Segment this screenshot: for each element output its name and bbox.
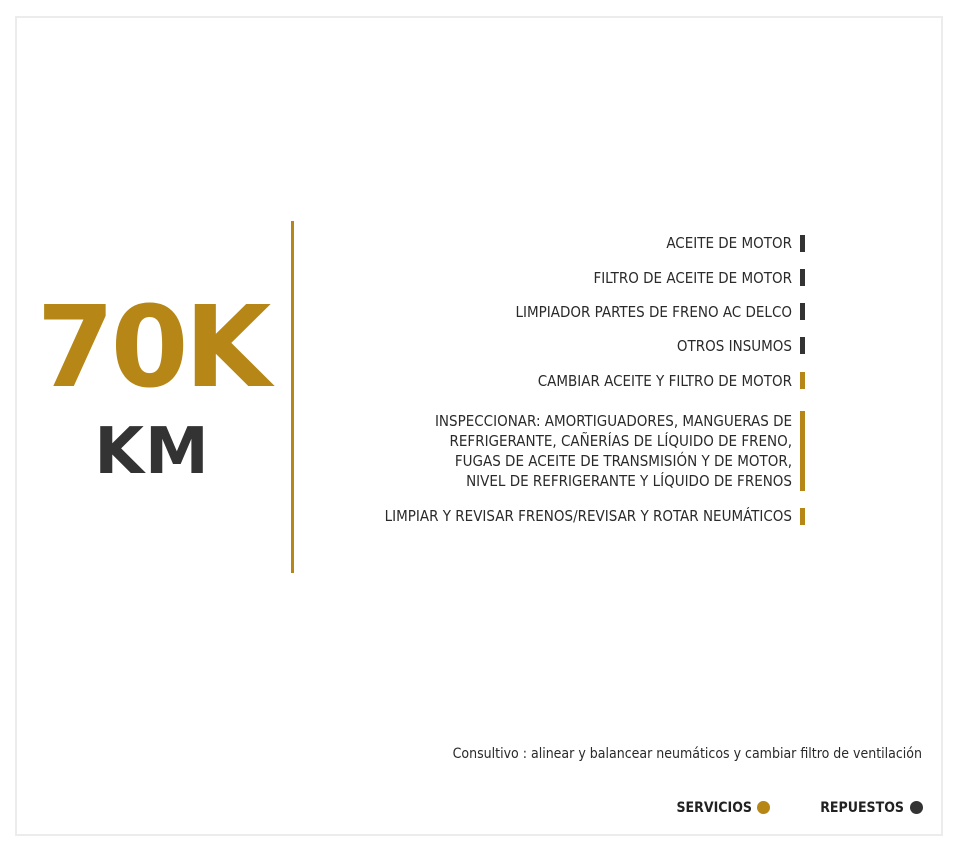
list-item — [322, 233, 792, 253]
repuesto-marker — [800, 337, 805, 354]
item-label-line: REFRIGERANTE, CAÑERÍAS DE LÍQUIDO DE FRENO, — [449, 432, 792, 450]
item-label: OTROS INSUMOS — [676, 337, 792, 355]
item-label-line: INSPECCIONAR: AMORTIGUADORES, MANGUERAS DE — [434, 412, 792, 430]
list-item — [322, 336, 792, 356]
list-item — [322, 302, 792, 322]
legend-servicios-label: SERVICIOS — [676, 800, 752, 816]
servicio-marker — [800, 508, 805, 525]
repuesto-marker — [800, 235, 805, 252]
mileage-number: 70K — [36, 283, 268, 413]
consultivo-note: Consultivo : alinear y balancear neumáticos y cambiar filtro de ventilación — [452, 746, 922, 762]
servicio-marker — [800, 411, 805, 491]
legend-servicios-dot — [757, 801, 770, 814]
list-item — [232, 506, 792, 526]
item-label: LIMPIADOR PARTES DE FRENO AC DELCO — [515, 303, 792, 321]
legend-repuestos-dot — [910, 801, 923, 814]
item-label: ACEITE DE MOTOR — [666, 234, 792, 252]
repuesto-marker — [800, 269, 805, 286]
item-label-line: FUGAS DE ACEITE DE TRANSMISIÓN Y DE MOTOR, — [454, 452, 792, 470]
item-label: CAMBIAR ACEITE Y FILTRO DE MOTOR — [537, 372, 792, 390]
list-item — [322, 411, 792, 491]
item-label-line: NIVEL DE REFRIGERANTE Y LÍQUIDO DE FRENOS — [466, 472, 792, 490]
list-item — [322, 371, 792, 391]
item-label: FILTRO DE ACEITE DE MOTOR — [593, 269, 792, 287]
list-item — [322, 268, 792, 288]
mileage-unit: KM — [94, 415, 210, 489]
item-label: LIMPIAR Y REVISAR FRENOS/REVISAR Y ROTAR NEUMÁTICOS — [384, 507, 792, 525]
repuesto-marker — [800, 303, 805, 320]
legend-repuestos-label: REPUESTOS — [820, 800, 904, 816]
servicio-marker — [800, 372, 805, 389]
